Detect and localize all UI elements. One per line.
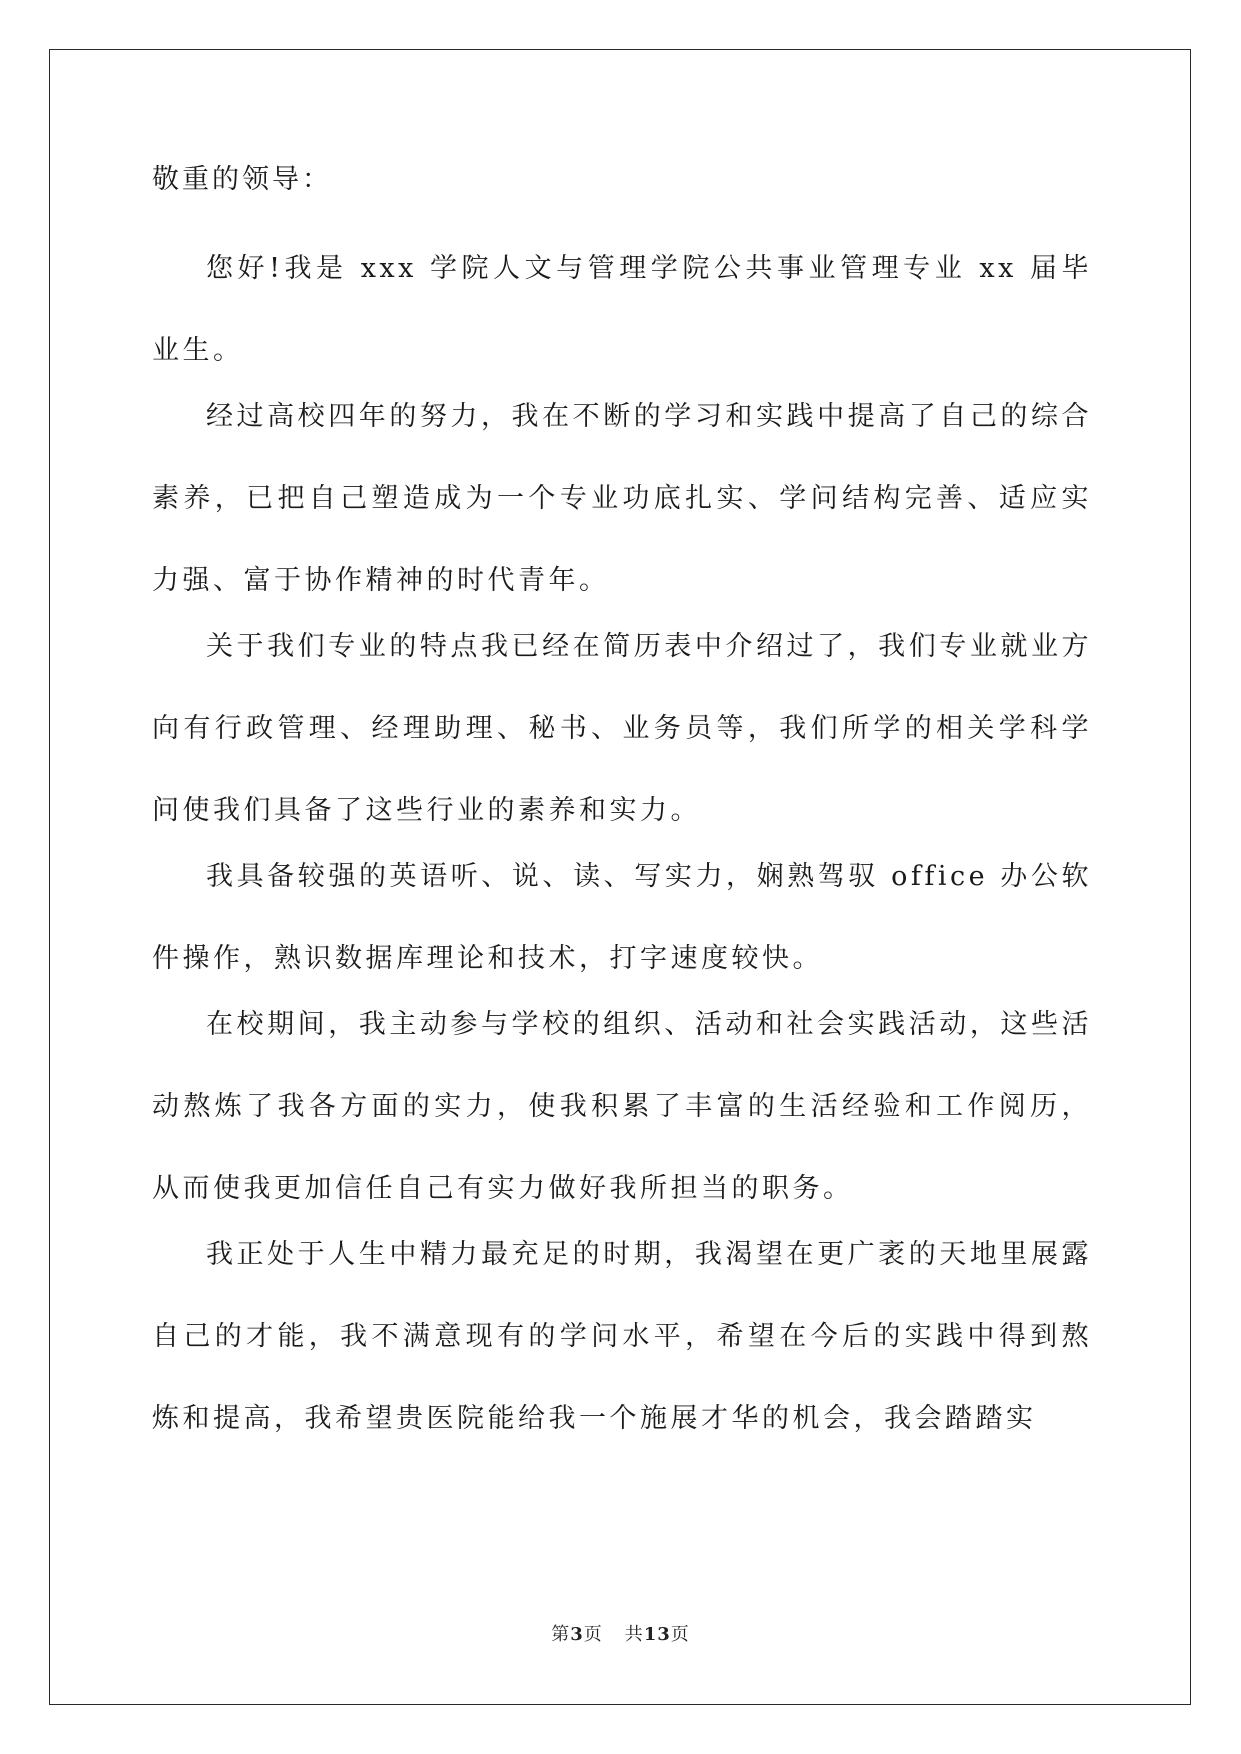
paragraph-4-block [152, 836, 1092, 1000]
page-suffix: 页 [583, 1624, 603, 1645]
page-number: 3 [570, 1624, 584, 1645]
total-suffix: 页 [670, 1624, 690, 1645]
total-pages: 13 [643, 1624, 671, 1645]
letter-body [152, 162, 1092, 1464]
page-footer [0, 1620, 1241, 1646]
total-prefix: 共 [624, 1624, 644, 1645]
paragraph-3-block [152, 606, 1092, 852]
paragraph-3: 关于我们专业的特点我已经在简历表中介绍过了，我们专业就业方向有行政管理、经理助理、秘书、业务员等，我们所学的相关学科学问使我们具备了这些行业的素养和实力。 [152, 631, 1092, 826]
page-prefix: 第 [551, 1624, 571, 1645]
paragraph-5-block [152, 984, 1092, 1230]
paragraph-6: 我正处于人生中精力最充足的时期，我渴望在更广袤的天地里展露自己的才能，我不满意现有的学问水平，希望在今后的实践中得到熬炼和提高，我希望贵医院能给我一个施展才华的机会，我会踏踏实 [152, 1239, 1092, 1434]
paragraph-1: 您好!我是 xxx 学院人文与管理学院公共事业管理专业 xx 届毕业生。 [152, 253, 1092, 366]
paragraph-2: 经过高校四年的努力，我在不断的学习和实践中提高了自己的综合素养，已把自己塑造成为一个专业功底扎实、学问结构完善、适应实力强、富于协作精神的时代青年。 [152, 401, 1092, 596]
paragraph-1-block [152, 228, 1092, 392]
paragraph-6-block [152, 1214, 1092, 1460]
paragraph-2-block [152, 376, 1092, 622]
paragraph-4: 我具备较强的英语听、说、读、写实力，娴熟驾驭 office 办公软件操作，熟识数据库理论和技术，打字速度较快。 [152, 861, 1092, 974]
paragraph-5: 在校期间，我主动参与学校的组织、活动和社会实践活动，这些活动熬炼了我各方面的实力，使我积累了丰富的生活经验和工作阅历，从而使我更加信任自己有实力做好我所担当的职务。 [152, 1009, 1092, 1204]
salutation: 敬重的领导： [152, 164, 332, 195]
